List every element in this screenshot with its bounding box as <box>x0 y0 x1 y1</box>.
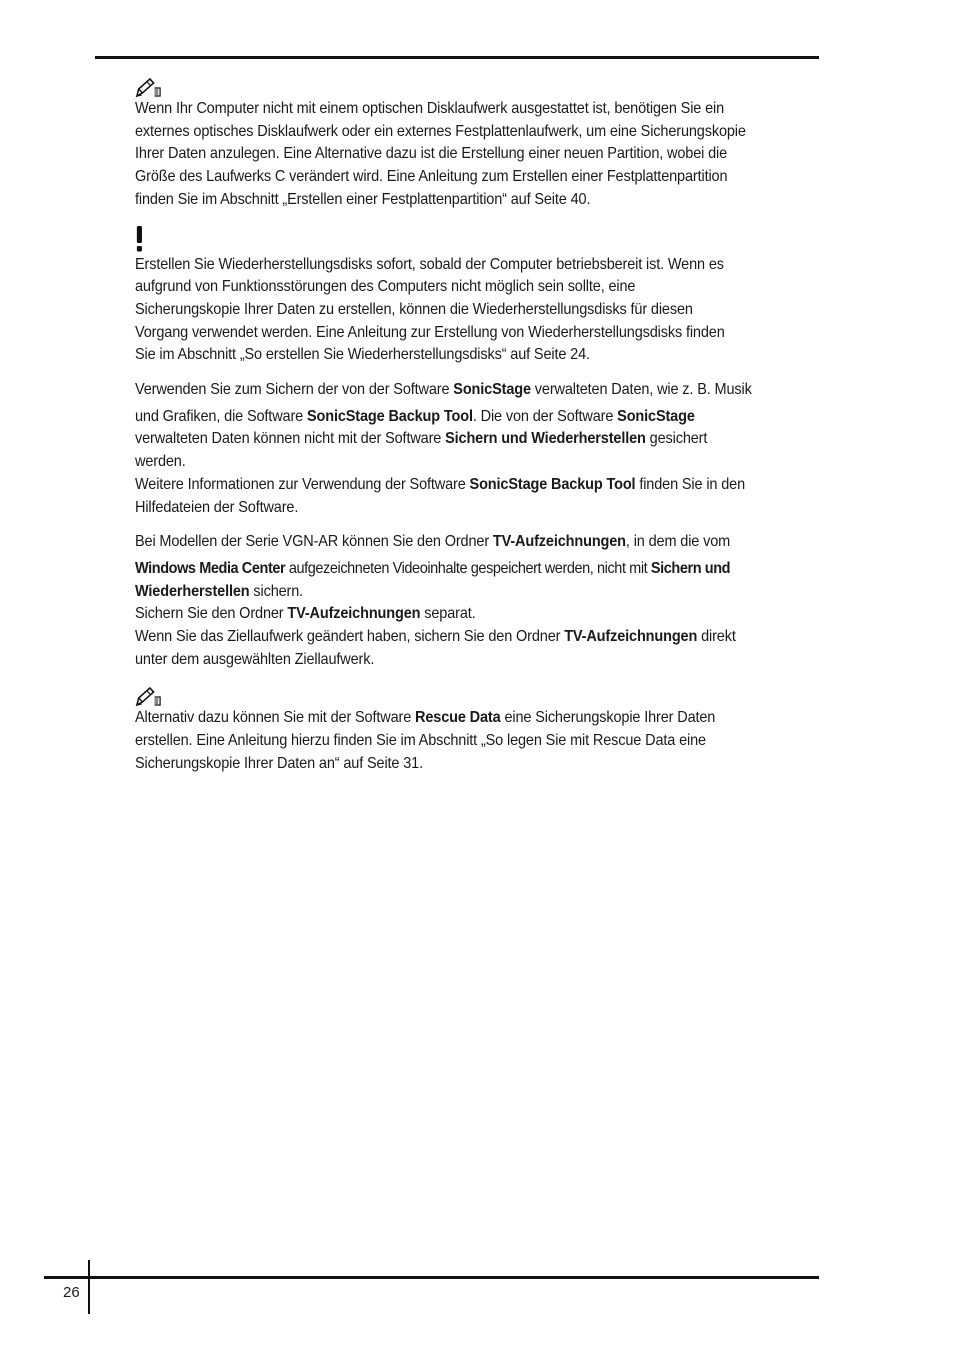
note1-line: Wenn Ihr Computer nicht mit einem optischen Disklaufwerk ausgestattet ist, benötigen Sie ein <box>135 100 725 117</box>
sonic-line: Verwenden Sie zum Sichern der von der Software SonicStage verwalteten Daten, wie z. B. Musik <box>135 381 752 399</box>
note-pencil-icon <box>135 685 165 707</box>
sonic-line: Weitere Informationen zur Verwendung der Software SonicStage Backup Tool finden Sie in den <box>135 475 746 493</box>
note-block-1 <box>135 76 771 212</box>
sonic-line: werden. <box>135 453 186 471</box>
warning-line: Erstellen Sie Wiederherstellungsdisks sofort, sobald der Computer betriebsbereit ist. Wenn es <box>135 255 724 273</box>
vgn-line: Wenn Sie das Ziellaufwerk geändert haben, sichern Sie den Ordner TV-Aufzeichnungen direkt <box>135 628 736 646</box>
note2-line: erstellen. Eine Anleitung hierzu finden Sie im Abschnitt „So legen Sie mit Rescue Data eine <box>135 732 706 750</box>
vgn-line: Sichern Sie den Ordner TV-Aufzeichnungen separat. <box>135 605 476 623</box>
warning-line: Sicherungskopie Ihrer Daten zu erstellen, können die Wiederherstellungsdisks für diesen <box>135 300 693 318</box>
warning-block <box>135 224 771 368</box>
note2-line: Alternativ dazu können Sie mit der Software Rescue Data eine Sicherungskopie Ihrer Daten <box>135 709 716 727</box>
note1-line: finden Sie im Abschnitt „Erstellen einer Festplattenpartition“ auf Seite 40. <box>135 190 591 208</box>
vgn-line: Bei Modellen der Serie VGN-AR können Sie den Ordner TV-Aufzeichnungen, in dem die vom <box>135 533 731 551</box>
note1-line: Ihrer Daten anzulegen. Eine Alternative dazu ist die Erstellung einer neuen Partition, wobei die <box>135 145 728 163</box>
sonicstage-paragraph <box>135 379 771 519</box>
warning-line: aufgrund von Funktionsstörungen des Computers nicht möglich sein sollte, eine <box>135 278 636 296</box>
page-content <box>135 76 771 776</box>
exclamation-icon <box>135 224 144 254</box>
vgn-ar-paragraph <box>135 531 771 671</box>
sonic-line: Hilfedateien der Software. <box>135 498 299 516</box>
note-pencil-icon <box>135 76 165 98</box>
vgn-line: Wiederherstellen sichern. <box>135 582 304 600</box>
page-number: 26 <box>63 1284 80 1301</box>
note-block-2 <box>135 685 771 775</box>
vgn-line: Windows Media Center aufgezeichneten Videoinhalte gespeichert werden, nicht mit Sichern und <box>135 559 731 577</box>
header-rule <box>95 56 819 59</box>
footer-rule <box>44 1276 819 1279</box>
note1-line: Größe des Laufwerks C verändert wird. Eine Anleitung zum Erstellen einer Festplattenpartition <box>135 168 728 186</box>
note2-line: Sicherungskopie Ihrer Daten an“ auf Seite 31. <box>135 754 423 772</box>
footer-divider <box>88 1260 90 1314</box>
sonic-line: und Grafiken, die Software SonicStage Backup Tool. Die von der Software SonicStage <box>135 407 695 425</box>
vgn-line: unter dem ausgewählten Ziellaufwerk. <box>135 650 375 668</box>
sonic-line: verwalteten Daten können nicht mit der Software Sichern und Wiederherstellen gesichert <box>135 430 708 448</box>
warning-line: Vorgang verwendet werden. Eine Anleitung zur Erstellung von Wiederherstellungsdisks finden <box>135 323 725 341</box>
warning-line: Sie im Abschnitt „So erstellen Sie Wiederherstellungsdisks“ auf Seite 24. <box>135 346 590 364</box>
note1-line: externes optisches Disklaufwerk oder ein externes Festplattenlaufwerk, um eine Sicherungskopie <box>135 122 746 140</box>
